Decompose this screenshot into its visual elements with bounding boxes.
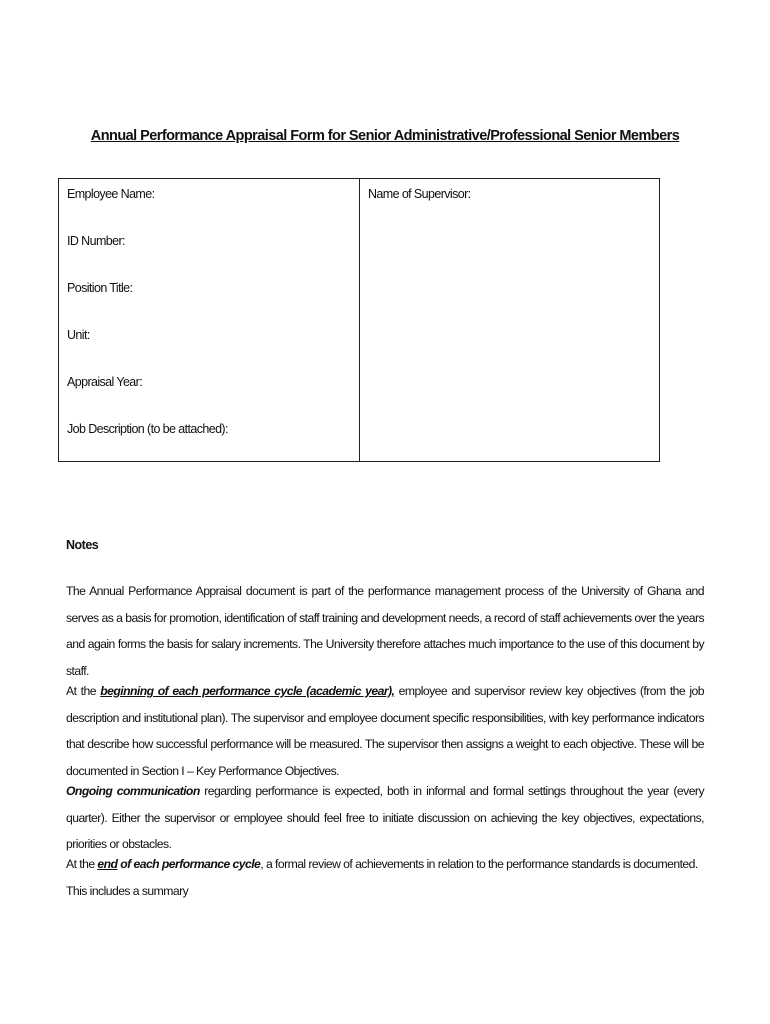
p2-cycle-emphasis: of each performance cycle (academic year), — [153, 684, 395, 698]
supervisor-column — [360, 179, 659, 461]
p2-body: employee and supervisor review key objectives (from the job description and institutional plan). The supervisor and employee document specific responsibilities, with key performance indicators that describe how successful performance will be measured. The supervisor then assigns a weight to each objective. These will be documented in Section I – Key Performance Objectives. — [66, 684, 704, 778]
employee-name-label: Employee Name: — [67, 187, 155, 201]
notes-paragraph-beginning — [66, 678, 704, 784]
p4-prefix: At the — [66, 857, 98, 871]
notes-paragraph-end — [66, 851, 704, 904]
p4-body: , a formal review of achievements in relation to the performance standards is documented. This includes a summary — [66, 857, 698, 898]
position-title-label: Position Title: — [67, 281, 133, 295]
job-description-label: Job Description (to be attached): — [67, 422, 228, 436]
appraisal-year-label: Appraisal Year: — [67, 375, 143, 389]
p3-ongoing-emphasis: Ongoing communication — [66, 784, 200, 798]
id-number-label: ID Number: — [67, 234, 125, 248]
p2-beginning-emphasis: beginning — [100, 684, 154, 698]
p4-cycle-emphasis: of each performance cycle — [117, 857, 261, 871]
p2-prefix: At the — [66, 684, 101, 698]
page-title: Annual Performance Appraisal Form for Senior Administrative/Professional Senior Members — [90, 128, 680, 144]
unit-label: Unit: — [67, 328, 90, 342]
employee-details-column — [59, 179, 360, 461]
p3-body: regarding performance is expected, both in informal and formal settings throughout the year (every quarter). Either the supervisor or employee should feel free to initiate discussion on achieving the key objectives, expectations, priorities or obstacles. — [66, 784, 704, 851]
notes-paragraph-purpose: The Annual Performance Appraisal document is part of the performance management process of the University of Ghana and serves as a basis for promotion, identification of staff training and development needs, a record of staff achievements over the years and again forms the basis for salary increments. The University therefore attaches much importance to the use of this document by staff. — [66, 584, 704, 678]
employee-info-table — [58, 178, 660, 462]
supervisor-name-label: Name of Supervisor: — [368, 187, 471, 201]
notes-paragraph-ongoing — [66, 778, 704, 858]
p4-end-emphasis: end — [97, 857, 118, 871]
notes-heading: Notes — [66, 538, 99, 552]
